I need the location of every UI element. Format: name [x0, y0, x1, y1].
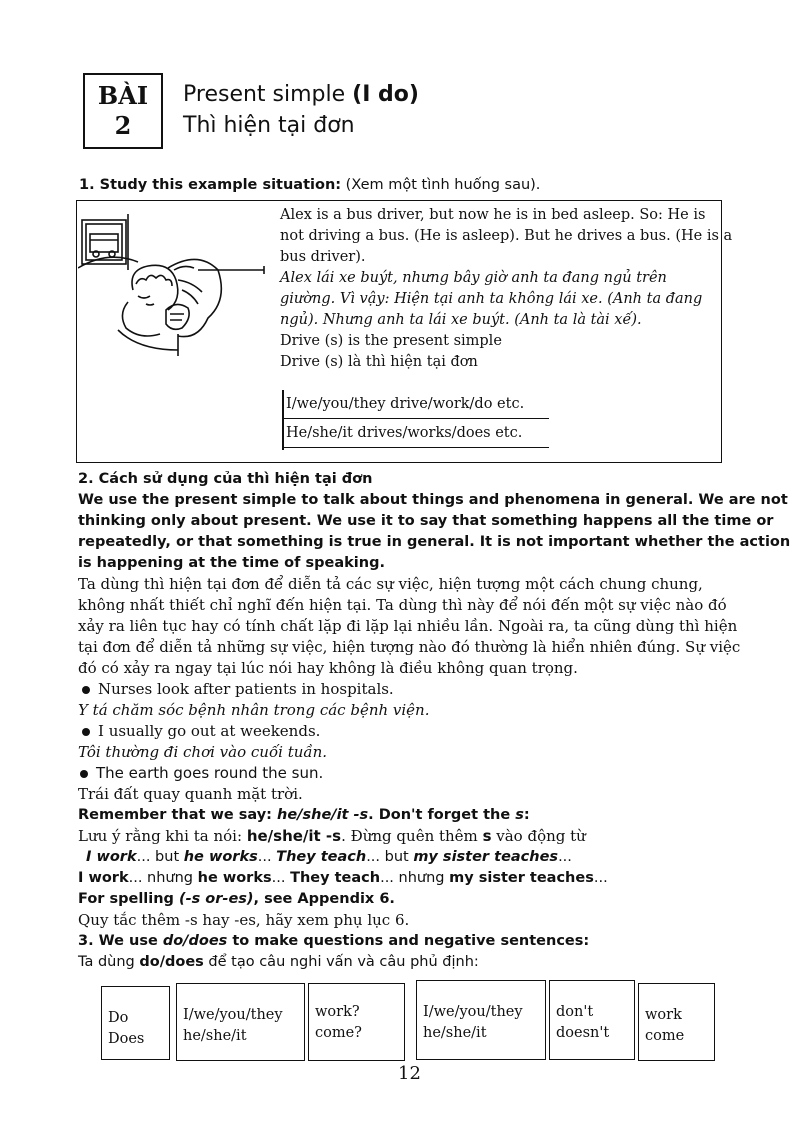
title-english [183, 82, 419, 107]
cell-text: he/she/it [423, 1025, 487, 1041]
form-row-plural: I/we/you/they drive/work/do etc. [286, 396, 525, 412]
spelling-line: For spelling (-s or-es), see Appendix 6. [78, 891, 395, 907]
bullet-icon [80, 770, 88, 778]
section2-bold-line: We use the present simple to talk about things and phenomena in general. We are not [78, 492, 788, 508]
section3-vi: Ta dùng do/does để tạo câu nghi vấn và câu phủ định: [78, 954, 479, 970]
example-1-en: Nurses look after patients in hospitals. [82, 679, 394, 700]
negative-verb-cell [638, 983, 715, 1061]
section2-vi-line: Ta dùng thì hiện tại đơn để diễn tả các sự việc, hiện tượng một cách chung chung, [78, 575, 703, 593]
form-table [282, 390, 549, 450]
section2-heading: 2. Cách sử dụng của thì hiện tại đơn [78, 471, 373, 487]
quy-tac-line: Quy tắc thêm -s hay -es, hãy xem phụ lục 6. [78, 911, 410, 929]
cell-text: come? [315, 1025, 362, 1041]
example-en-line: bus driver). [280, 249, 366, 265]
example-vi-line: ngủ). Nhưng anh ta lái xe buýt. (Anh ta là tài xế). [280, 312, 642, 328]
example-2-en: I usually go out at weekends. [82, 721, 320, 742]
title-vietnamese: Thì hiện tại đơn [183, 113, 355, 138]
negative-subject-cell [416, 980, 546, 1060]
example-en-line: not driving a bus. (He is asleep). But he drives a bus. (He is a [280, 228, 733, 244]
form-row-singular: He/she/it drives/works/does etc. [282, 418, 549, 447]
lesson-number-box [83, 73, 163, 149]
cell-text: I/we/you/they [423, 1004, 523, 1020]
section3-heading: 3. We use do/does to make questions and negative sentences: [78, 933, 590, 949]
lesson-number: 2 [114, 111, 132, 140]
question-verb-cell [308, 983, 405, 1061]
luu-y-line: Lưu ý rằng khi ta nói: he/she/it -s. Đừng quên thêm s vào động từ [78, 827, 586, 845]
cell-text: work [645, 1007, 682, 1023]
cell-text: work? [315, 1004, 360, 1020]
section2-vi-line: đó có xảy ra ngay tại lúc nói hay không là điều không quan trọng. [78, 659, 578, 677]
example-vi-line: giường. Vì vậy: Hiện tại anh ta không lái xe. (Anh ta đang [280, 291, 703, 307]
section2-vi-line: không nhất thiết chỉ nghĩ đến hiện tại. Ta dùng thì này để nói đến một sự việc nào đó [78, 596, 727, 614]
example-en-line: Alex is a bus driver, but now he is in bed asleep. So: He is [280, 207, 706, 223]
cell-text: come [645, 1028, 685, 1044]
cell-text: Does [108, 1031, 145, 1047]
example-2-vi: Tôi thường đi chơi vào cuối tuần. [78, 743, 328, 761]
example-vi-line: Alex lái xe buýt, nhưng bây giờ anh ta đang ngủ trên [280, 270, 667, 286]
example-1-vi: Y tá chăm sóc bệnh nhân trong các bệnh viện. [78, 701, 430, 719]
bullet-icon [82, 728, 90, 736]
section1-heading [79, 175, 540, 196]
section1-heading-bold: 1. Study this example situation: [79, 177, 342, 193]
vi-examples-line: I work... nhưng he works... They teach... nhưng my sister teaches... [78, 870, 608, 886]
remember-line: Remember that we say: he/she/it -s. Don't forget the s: [78, 807, 530, 823]
example-3-en: The earth goes round the sun. [80, 763, 323, 784]
example-note-en: Drive (s) is the present simple [280, 333, 502, 349]
section2-vi-line: xảy ra liên tục hay có tính chất lặp đi lặp lại nhiều lần. Ngoài ra, ta cũng dùng thì hiện [78, 617, 738, 635]
cell-text: he/she/it [183, 1028, 247, 1044]
cell-text: doesn't [556, 1025, 610, 1041]
question-subject-cell [176, 983, 305, 1061]
page-number: 12 [398, 1063, 421, 1084]
negative-aux-cell [549, 980, 635, 1060]
section1-heading-rest: (Xem một tình huống sau). [341, 177, 541, 193]
cell-text: Do [108, 1010, 129, 1026]
cell-text: don't [556, 1004, 594, 1020]
question-aux-cell [101, 986, 170, 1060]
example-3-vi: Trái đất quay quanh mặt trời. [78, 785, 303, 803]
lesson-label: BÀI [97, 81, 149, 110]
section2-vi-line: tại đơn để diễn tả những sự việc, hiện tượng nào đó thường là hiển nhiên đúng. Sự việc [78, 638, 741, 656]
title-english-main: Present simple [183, 82, 353, 107]
cell-text: I/we/you/they [183, 1007, 283, 1023]
title-english-paren: (I do) [352, 82, 419, 107]
section2-bold-line: repeatedly, or that something is true in general. It is not important whether the action [78, 534, 791, 550]
sleeping-driver-illustration [78, 210, 268, 360]
bullet-icon [82, 686, 90, 694]
section2-bold-line: is happening at the time of speaking. [78, 555, 385, 571]
example-note-vi: Drive (s) là thì hiện tại đơn [280, 354, 478, 370]
example-text [280, 205, 732, 373]
italic-examples-line: I work... but he works... They teach... but my sister teaches... [86, 849, 572, 865]
section2-bold-line: thinking only about present. We use it to say that something happens all the time or [78, 513, 774, 529]
